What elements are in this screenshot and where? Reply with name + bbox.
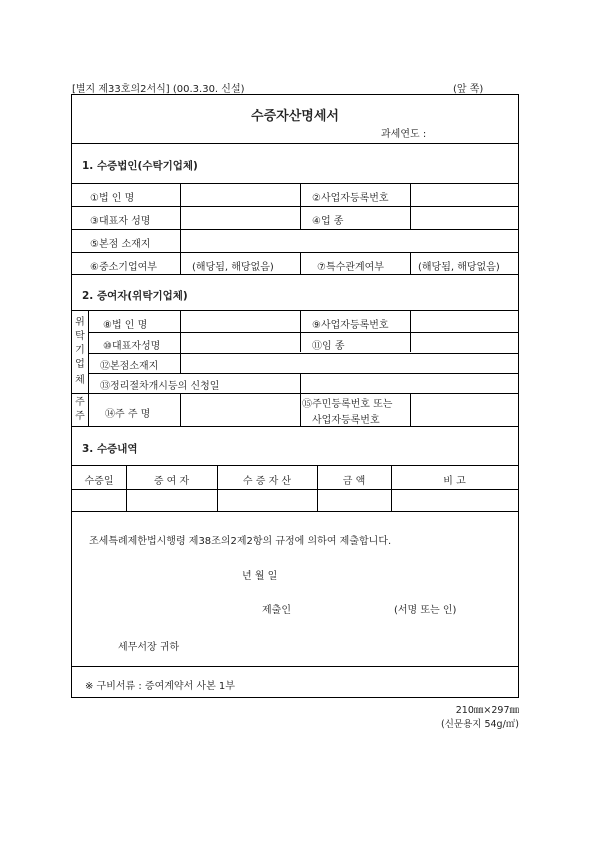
section1-heading: 1. 수증법인(수탁기업체) [82,160,198,172]
recipient-bizno-label: ②사업자등록번호 [312,193,389,204]
recipient-name-label: ①법 인 명 [90,193,135,204]
submitter-label: 제출인 [262,605,291,616]
signature-label: (서명 또는 인) [394,605,457,616]
id-number-label-2: 사업자등록번호 [312,415,380,426]
col-amount: 금 액 [342,476,366,487]
attachment-note: ※ 구비서류 : 증여계약서 사본 1부 [85,681,235,692]
consignor-group-char: 업 [75,359,85,370]
donor-industry-label: ⑪임 종 [312,341,345,352]
form-title: 수증자산명세서 [251,109,339,124]
consignor-group-char: 위 [75,317,85,328]
section2-heading: 2. 증여자(위탁기업체) [82,290,188,302]
shareholder-name-label: ⑭주 주 명 [105,409,151,420]
col-asset: 수 증 자 산 [242,476,292,487]
reorg-date-label: ⑬정리절차개시등의 신청일 [100,381,220,392]
col-remarks: 비 고 [443,476,466,487]
related-label: ⑦특수관계여부 [317,262,384,273]
shareholder-group-char: 주 [75,397,85,408]
declaration-date: 년 월 일 [242,571,278,582]
consignor-group-char: 탁 [75,331,85,342]
sme-value: (해당됨, 해당없음) [192,262,274,273]
consignor-group-char: 체 [75,375,85,386]
donor-rep-label: ⑩대표자성명 [103,341,161,352]
consignor-group-char: 기 [75,345,85,356]
recipient-rep-label: ③대표자 성명 [90,216,151,227]
donor-hq-label: ⑫본점소재지 [100,361,159,372]
page-side-label: (앞 쪽) [453,84,484,95]
shareholder-group-char: 주 [75,411,85,422]
declaration-text: 조세특례제한법시행령 제38조의2제2항의 규정에 의하여 제출합니다. [89,536,392,547]
related-value: (해당됨, 해당없음) [418,262,500,273]
tax-year-label: 과세연도 : [381,129,427,140]
recipient-office: 세무서장 귀하 [118,642,180,653]
form-number: [별지 제33호의2서식] (00.3.30. 신설) [72,84,245,95]
asset-receipt-form [71,94,519,698]
col-donor: 증 여 자 [153,476,190,487]
paper-size: 210㎜×297㎜ [455,705,519,716]
id-number-label: ⑮주민등록번호 또는 [302,399,393,410]
recipient-hq-label: ⑤본점 소재지 [90,239,151,250]
donor-name-label: ⑧법 인 명 [103,320,148,331]
col-receipt-date: 수증일 [84,476,114,487]
sme-label: ⑥중소기업여부 [90,262,157,273]
donor-bizno-label: ⑨사업자등록번호 [312,320,389,331]
recipient-industry-label: ④업 종 [312,216,344,227]
paper-spec: (신문용지 54g/㎡) [441,719,519,730]
section3-heading: 3. 수증내역 [82,443,138,455]
